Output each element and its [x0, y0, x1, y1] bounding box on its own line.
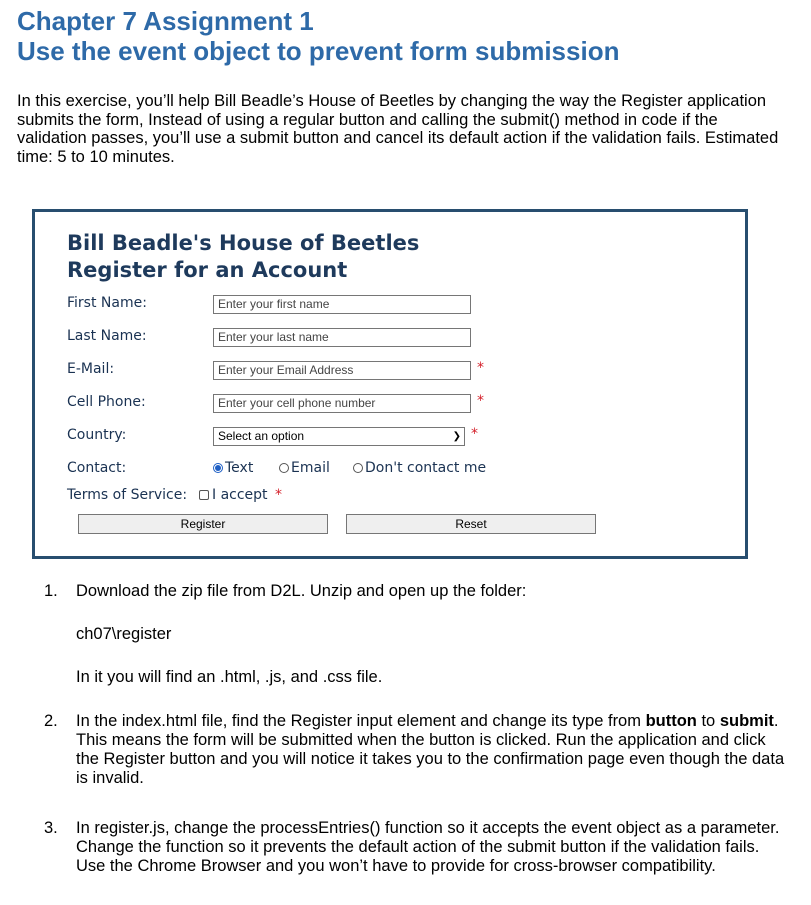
terms-label: Terms of Service:: [67, 487, 188, 503]
country-label: Country:: [67, 427, 127, 443]
country-selected-value: Select an option: [218, 429, 305, 443]
app-heading-line-1: Bill Beadle's House of Beetles: [67, 231, 420, 255]
radio-icon[interactable]: [353, 463, 363, 473]
radio-icon[interactable]: [279, 463, 289, 473]
step-text: Download the zip file from D2L. Unzip and open up the folder:: [76, 582, 527, 600]
step-note: In it you will find an .html, .js, and .css file.: [76, 668, 383, 686]
title-line-2: Use the event object to prevent form submission: [17, 36, 620, 66]
step-text: In the index.html file, find the Register input element and change its type from button to submit. This means the form will be submitted when the button is clicked. Run the application and click the Register button and you will notice it takes you to the confirmation page even though the data is invalid.: [76, 712, 785, 787]
country-select[interactable]: [213, 427, 465, 446]
first-name-input[interactable]: Enter your first name: [213, 295, 471, 314]
document-title: [17, 6, 619, 66]
phone-label: Cell Phone:: [67, 394, 146, 410]
contact-option-text[interactable]: Text: [213, 459, 253, 477]
terms-checkbox[interactable]: I accept *: [199, 486, 282, 504]
app-heading-line-2: Register for an Account: [67, 258, 348, 282]
terms-required-mark: *: [275, 487, 282, 503]
email-label: E-Mail:: [67, 361, 115, 377]
step-number: 2.: [44, 712, 58, 730]
step-number: 1.: [44, 582, 58, 600]
contact-option-email[interactable]: Email: [279, 459, 330, 477]
first-name-label: First Name:: [67, 295, 147, 311]
step-number: 3.: [44, 819, 58, 837]
email-required-mark: *: [477, 360, 484, 376]
reset-button[interactable]: Reset: [346, 514, 596, 534]
step-path: ch07\register: [76, 625, 172, 643]
register-app-screenshot: [32, 209, 748, 559]
contact-label: Contact:: [67, 460, 127, 476]
phone-required-mark: *: [477, 393, 484, 409]
phone-input[interactable]: Enter your cell phone number: [213, 394, 471, 413]
intro-paragraph: In this exercise, you’ll help Bill Beadle’s House of Beetles by changing the way the Register application submits the form, Instead of using a regular button and calling the submit() method in code if the validation passes, you’ll use a submit button and cancel its default action if the validation fails. Estimated time: 5 to 10 minutes.: [17, 92, 779, 166]
radio-selected-icon[interactable]: [213, 463, 223, 473]
country-required-mark: *: [471, 426, 478, 442]
register-button[interactable]: Register: [78, 514, 328, 534]
app-heading: [67, 230, 419, 284]
contact-option-none[interactable]: Don't contact me: [353, 459, 486, 477]
email-input[interactable]: Enter your Email Address: [213, 361, 471, 380]
last-name-input[interactable]: Enter your last name: [213, 328, 471, 347]
checkbox-icon[interactable]: [199, 490, 209, 500]
chevron-down-icon: ❯: [452, 431, 461, 442]
step-text: In register.js, change the processEntries() function so it accepts the event object as a parameter. Change the function so it prevents the default action of the submit button if the validation fails. Use the Chrome Browser and you won’t have to provide for cross-browser compatibility.: [76, 819, 780, 875]
last-name-label: Last Name:: [67, 328, 147, 344]
title-line-1: Chapter 7 Assignment 1: [17, 6, 314, 36]
